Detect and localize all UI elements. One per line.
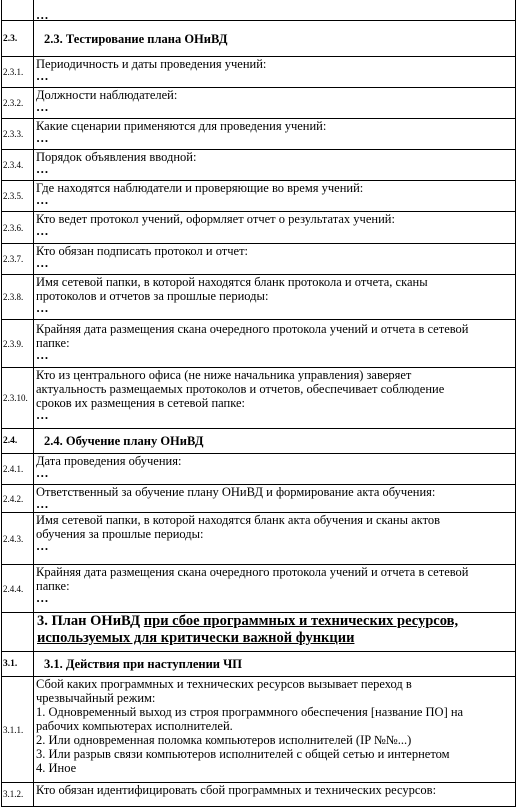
row-text-line: обучения за прошлые периоды: (36, 527, 204, 541)
placeholder-dots: … (36, 193, 49, 207)
row-number: 2.3.2. (2, 88, 34, 119)
row-text-line: папке: (36, 579, 70, 593)
placeholder-dots: … (36, 256, 49, 270)
row-text: Кто обязан идентифицировать сбой программных и технических ресурсов: (36, 783, 437, 797)
section-title: 3.1. Действия при наступлении ЧП (34, 652, 516, 677)
row-number: 2.4. (2, 429, 34, 454)
chapter-title-underlined: при сбое программных и технических ресурсов, (143, 613, 459, 629)
placeholder-dots: … (36, 466, 49, 480)
table-row (2, 0, 516, 21)
plan-table (1, 0, 516, 807)
table-row (2, 181, 516, 212)
placeholder-dots: … (36, 8, 49, 22)
row-number: 3.1.1. (2, 677, 34, 783)
chapter-title-part: 3. План ОНиВД (37, 613, 144, 629)
row-number: 2.4.2. (2, 485, 34, 513)
row-text-line: 3. Или разрыв связи компьютеров исполнителей с общей сетью и интернетом (36, 747, 450, 761)
row-text: Кто ведет протокол учений, оформляет отчет о результатах учений: (36, 212, 395, 226)
row-text-line: протоколов и отчетов за прошлые периоды: (36, 289, 269, 303)
section-title: 2.3. Тестирование плана ОНиВД (34, 21, 516, 57)
placeholder-dots: … (36, 131, 49, 145)
row-number: 2.3. (2, 21, 34, 57)
row-text-line: 1. Одновременный выход из строя программного обеспечения [название ПО] на (36, 705, 464, 719)
row-number: 3.1.2. (2, 783, 34, 807)
table-row (2, 119, 516, 150)
table-row (2, 513, 516, 565)
row-text: Кто обязан подписать протокол и отчет: (36, 244, 249, 258)
placeholder-dots: … (36, 497, 49, 511)
placeholder-dots: … (36, 69, 49, 83)
table-row (2, 783, 516, 807)
row-number: 2.3.4. (2, 150, 34, 181)
row-text: Порядок объявления вводной: (36, 150, 197, 164)
row-number: 2.3.6. (2, 212, 34, 244)
row-number (2, 613, 34, 652)
section-title: 2.4. Обучение плану ОНиВД (34, 429, 516, 454)
table-row (2, 88, 516, 119)
row-text-line: 4. Иное (36, 761, 77, 775)
row-number: 2.3.3. (2, 119, 34, 150)
placeholder-dots: … (36, 591, 49, 605)
placeholder-dots: … (36, 224, 49, 238)
row-text-line: Сбой каких программных и технических ресурсов вызывает переход в (36, 677, 412, 691)
row-number: 2.4.4. (2, 565, 34, 613)
row-number: 2.3.10. (2, 368, 34, 429)
row-text-line: чрезвычайный режим: (36, 691, 156, 705)
chapter-title (34, 613, 516, 652)
row-text-line: Имя сетевой папки, в которой находятся бланк протокола и отчета, сканы (36, 275, 428, 289)
placeholder-dots: … (36, 348, 49, 362)
table-row (2, 275, 516, 320)
table-row (2, 368, 516, 429)
row-text-line: рабочих компьютерах исполнителей. (36, 719, 233, 733)
row-text: Дата проведения обучения: (36, 454, 182, 468)
chapter-row-3 (2, 613, 516, 652)
row-text-line: актуальность размещаемых протоколов и отчетов, обеспечивает соблюдение (36, 382, 445, 396)
row-text-line: 2. Или одновременная поломка компьютеров исполнителей (IP №№...) (36, 733, 412, 747)
placeholder-dots: … (36, 301, 49, 315)
table-row (2, 212, 516, 244)
row-number: 2.3.7. (2, 244, 34, 275)
section-row-2-3 (2, 21, 516, 57)
row-text: Где находятся наблюдатели и проверяющие во время учений: (36, 181, 364, 195)
table-row (2, 320, 516, 368)
placeholder-dots: … (36, 100, 49, 114)
table-row (2, 150, 516, 181)
section-row-3-1 (2, 652, 516, 677)
row-text-line: сроков их размещения в сетевой папке: (36, 396, 245, 410)
table-row (2, 677, 516, 783)
placeholder-dots: … (36, 408, 49, 422)
row-text: Какие сценарии применяются для проведения учений: (36, 119, 327, 133)
row-text-line: папке: (36, 336, 70, 350)
row-number: 2.4.1. (2, 454, 34, 485)
row-text: Ответственный за обучение плану ОНиВД и формирование акта обучения: (36, 485, 436, 499)
table-row (2, 454, 516, 485)
row-number: 2.4.3. (2, 513, 34, 565)
row-text-line: Крайняя дата размещения скана очередного протокола учений и отчета в сетевой (36, 565, 469, 579)
section-row-2-4 (2, 429, 516, 454)
row-number: 2.3.1. (2, 57, 34, 88)
placeholder-dots: … (36, 162, 49, 176)
row-text: Должности наблюдателей: (36, 88, 178, 102)
row-text: Периодичность и даты проведения учений: (36, 57, 267, 71)
table-row (2, 244, 516, 275)
row-number (2, 0, 34, 21)
placeholder-dots: … (36, 539, 49, 553)
row-text-line: Крайняя дата размещения скана очередного протокола учений и отчета в сетевой (36, 322, 469, 336)
row-text-line: Имя сетевой папки, в которой находятся бланк акта обучения и сканы актов (36, 513, 441, 527)
row-number: 2.3.8. (2, 275, 34, 320)
row-number: 2.3.5. (2, 181, 34, 212)
chapter-title-underlined: используемых для критически важной функции (37, 630, 355, 646)
row-number: 2.3.9. (2, 320, 34, 368)
table-row (2, 565, 516, 613)
row-number: 3.1. (2, 652, 34, 677)
row-text-line: Кто из центрального офиса (не ниже начальника управления) заверяет (36, 368, 412, 382)
table-row (2, 485, 516, 513)
table-row (2, 57, 516, 88)
